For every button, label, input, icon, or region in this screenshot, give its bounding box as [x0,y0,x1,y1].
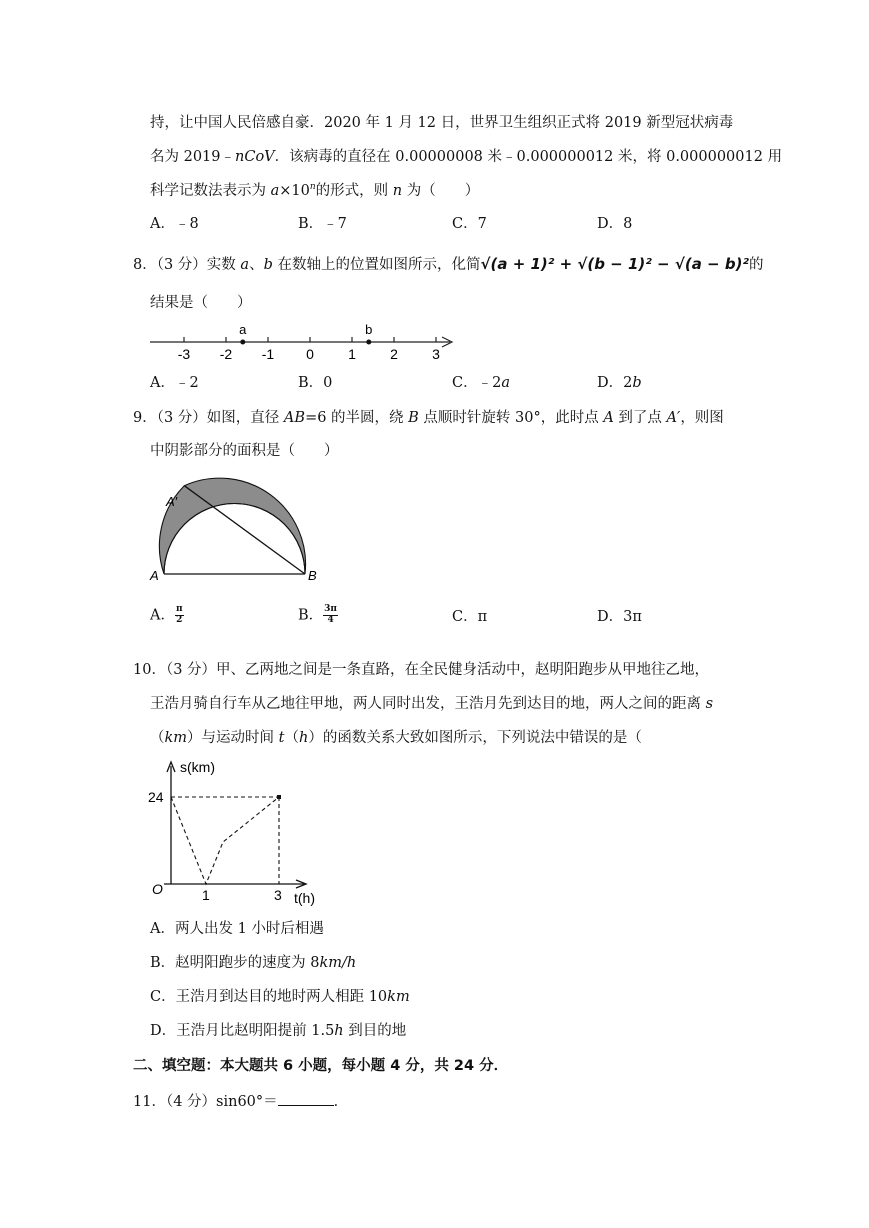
q10-option-c[interactable] [150,990,410,1005]
fraction-3pi-over-4 [323,605,338,626]
fraction-numerator: 3π [324,604,338,614]
fraction-denominator: 2 [176,614,183,625]
number-line-tick-label: -2 [219,346,233,362]
q10-option-b-unit: km/h [319,955,357,971]
q9-text: ，则图 [680,410,724,426]
q10-option-d-var: h [334,1023,344,1039]
x-tick-1: 1 [202,887,210,903]
q10-option-d[interactable] [150,1024,406,1039]
q10-line-2 [150,697,713,712]
q9-option-a-text: A． [150,607,175,624]
q10-option-b[interactable] [150,956,356,971]
q7-option-d[interactable]: D．8 [597,216,633,232]
q10-text: ）与运动时间 [187,730,279,746]
q9-line-1 [133,411,724,426]
q7-text: 科学记数法表示为 [150,182,271,199]
q7-option-a[interactable]: A．﹣8 [150,216,199,232]
q7-text: 名为 2019﹣ [150,149,236,165]
q10-text: （ [284,730,299,746]
fraction-denominator: 4 [327,614,334,625]
q8-option-c-text: C．﹣2 [452,375,502,391]
q10-option-a[interactable]: A．两人出发 1 小时后相遇 [150,921,324,937]
q11-answer-blank[interactable] [278,1093,334,1106]
number-line-tick-label: 3 [432,346,440,362]
q9-line-2: 中阴影部分的面积是（ ） [150,443,339,459]
distance-curve [171,797,279,884]
q9-text: =6 的半圆，绕 [305,410,409,426]
q9-option-a[interactable] [150,605,184,626]
q8-option-d-var: b [632,375,642,391]
x-axis-label: t(h) [294,890,315,906]
end-point [277,795,281,799]
q9-option-c[interactable]: C．π [452,609,488,625]
q10-text: 王浩月骑自行车从乙地往甲地，两人同时出发，王浩月先到达目的地，两人之间的距离 [150,696,706,712]
q8-formula: √(a + 1)² + √(b − 1)² − √(a − b)² [480,255,749,273]
q10-unit-km: km [164,730,188,746]
q9-var-a: A [603,410,614,426]
q8-var-a: a [240,257,250,273]
point-b-label: b [365,322,373,337]
q7-line-3 [150,183,479,198]
q10-option-d-text: D．王浩月比赵明阳提前 1.5 [150,1023,335,1039]
q9-text: 到了点 [613,410,667,426]
q8-text: 在数轴上的位置如图所示，化简 [272,257,481,273]
q10-line-3 [150,731,642,746]
y-axis-label: s(km) [180,759,215,775]
q10-option-c-unit: km [387,989,410,1005]
q8-text: 8．（3 分）实数 [133,257,241,273]
q8-option-b[interactable]: B．0 [298,375,333,391]
q7-var-n: n [392,182,403,199]
q9-var-aprime: A′ [666,410,681,426]
q11-text: 11．（4 分）sin60°＝ [133,1094,278,1110]
q9-semicircle-figure [146,462,336,584]
point-a [240,340,245,345]
q8-option-a[interactable]: A．﹣2 [150,375,199,391]
q7-line-1: 持，让中国人民倍感自豪．2020 年 1 月 12 日，世界卫生组织正式将 2019 新型冠状病毒 [150,115,734,131]
q8-option-c-var: a [501,375,510,391]
number-line-tick-labels [178,346,440,362]
q7-text: 的形式，则 [315,182,393,199]
q9-var-b: B [408,410,419,426]
label-b: B [308,568,317,583]
q8-text: 的 [749,257,764,273]
q11-line [133,1093,348,1110]
q9-option-b-text: B． [298,607,324,624]
x-tick-3: 3 [274,887,282,903]
q9-text: 点顺时针旋转 30°，此时点 [418,410,604,426]
q7-var-a: a [270,182,280,199]
q7-option-b[interactable]: B．﹣7 [298,216,347,232]
q8-option-c[interactable] [452,376,510,391]
number-line-tick-label: 1 [348,346,356,362]
section-2-title: 二、填空题：本大题共 6 小题，每小题 4 分，共 24 分． [133,1058,509,1074]
q7-text: ．该病毒的直径在 0.00000008 米﹣0.000000012 米，将 0.000000012 用 [274,149,783,165]
q8-line-1 [133,257,764,273]
fraction-numerator: π [175,604,183,614]
q10-var-t: t [278,730,285,746]
q8-option-d[interactable] [597,376,642,391]
q9-option-b[interactable] [298,605,338,626]
q7-exponent-n: n [309,182,316,192]
number-line-ticks [184,337,436,342]
q10-text: （ [150,730,165,746]
q7-text: 为（ ） [402,182,480,199]
q8-number-line [146,322,458,364]
q11-suffix: ． [333,1094,349,1110]
q10-option-d-suffix: 到目的地 [343,1023,407,1039]
q10-option-c-text: C．王浩月到达目的地时两人相距 10 [150,989,388,1005]
q9-text: 9．（3 分）如图，直径 [133,410,284,426]
fraction-pi-over-2 [175,605,184,626]
number-line-tick-label: 2 [390,346,398,362]
label-a: A [150,568,159,583]
q8-line-2: 结果是（ ） [150,295,252,311]
q8-option-d-text: D．2 [597,375,633,391]
q7-line-2 [150,150,782,165]
q9-var-ab: AB [283,410,306,426]
q7-option-c[interactable]: C．7 [452,216,487,232]
q7-text: ×10 [279,182,310,199]
q8-text: 、 [249,257,264,273]
point-b [366,340,371,345]
q10-text: ）的函数关系大致如图所示，下列说法中错误的是（ [308,730,642,746]
q10-option-b-text: B．赵明阳跑步的速度为 8 [150,955,320,971]
origin-label: O [152,881,163,897]
y-tick-24: 24 [148,789,164,805]
point-a-label: a [239,322,247,337]
label-aprime: A′ [166,494,178,509]
q10-distance-time-graph [146,754,332,909]
q7-var-ncov: nCoV [235,149,275,165]
q8-var-b: b [263,257,273,273]
q9-option-d[interactable]: D．3π [597,609,642,625]
number-line-tick-label: 0 [306,346,314,362]
number-line-tick-label: -1 [261,346,275,362]
q10-unit-h: h [298,730,309,746]
q10-line-1: 10．（3 分）甲、乙两地之间是一条直路，在全民健身活动中，赵明阳跑步从甲地往乙地， [133,662,710,678]
shaded-region [159,478,305,574]
q10-var-s: s [705,696,714,712]
number-line-tick-label: -3 [177,346,191,362]
